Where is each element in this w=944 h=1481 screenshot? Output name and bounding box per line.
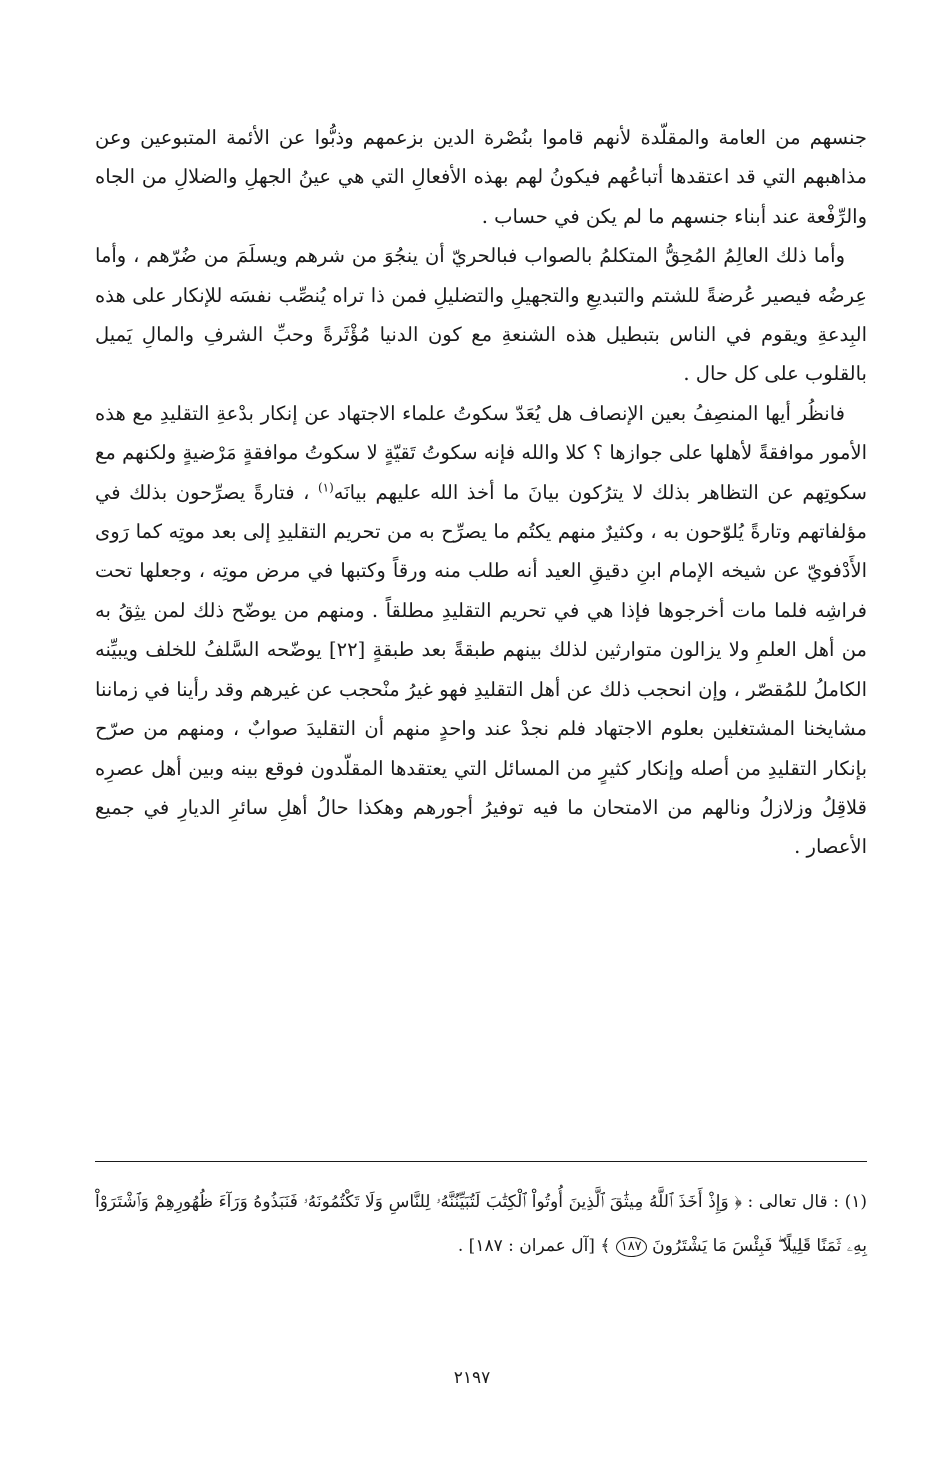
footnote <box>95 1180 867 1268</box>
footnote-separator <box>95 1161 867 1162</box>
paragraph-1: جنسهم من العامة والمقلّدة لأنهم قاموا بنُصْرة الدين بزعمهم وذبُّوا عن الأئمة المتبوعين وعن مذاهبهم التي قد اعتقدها أتباعُهم فيكونُ لهم بهذه الأفعالِ التي هي عينُ الجهلِ والضلالِ من الجاه والرِّفْعة عند أبناء جنسهم ما لم يكن في حساب . <box>95 126 867 228</box>
verse-number-marker: ١٨٧ <box>616 1237 647 1257</box>
paragraph-2: وأما ذلك العالِمُ المُحِقُّ المتكلمُ بالصواب فبالحريّ أن ينجُوَ من شرهم ويسلَمَ من ضُرّهم ، وأما عِرضُه فيصير عُرضةً للشتم والتبديعِ والتجهيلِ والتضليلِ فمن ذا تراه يُنصِّب نفسَه للإنكار على هذه البِدعةِ ويقوم في الناس بتبطيل هذه الشنعةِ مع كون الدنيا مُؤْثَرةً وحبِّ الشرفِ والمالِ يَميل بالقلوب على كل حال . <box>95 244 867 386</box>
page-number: ٢١٩٧ <box>453 1368 491 1388</box>
footnote-reference[interactable]: (١) <box>317 480 334 495</box>
verse-reference: [آل عمران : ١٨٧] . <box>457 1236 595 1256</box>
footnote-text <box>95 1180 867 1268</box>
verse-close-bracket: ﴾ <box>600 1236 611 1256</box>
main-text <box>95 118 867 867</box>
quran-verse: ﴿ وَإِذْ أَخَذَ ٱللَّهُ مِيثَٰقَ ٱلَّذِينَ أُوتُواْ ٱلْكِتَٰبَ لَتُبَيِّنُنَّهُۥ لِلنَّاسِ وَلَا تَكْتُمُونَهُۥ فَنَبَذُوهُ وَرَآءَ ظُهُورِهِمْ وَٱشْتَرَوْاْ بِهِۦ ثَمَنًا قَلِيلًا ۖ فَبِئْسَ مَا يَشْتَرُونَ <box>95 1192 867 1256</box>
paragraph-3-part-a: فانظُر أيها المنصِفُ بعين الإنصاف هل يُعَدّ سكوتُ علماء الاجتهاد عن إنكار بدْعةِ التقليدِ مع هذه الأمور موافقةً لأهلها على جوازها ؟ كلا والله فإنه سكوتُ تَقيّةٍ لا سكوتُ موافقةٍ مَرْضيةٍ ولكنهم مع سكوتِهم عن التظاهر بذلك لا يترُكون بيانَ ما أخذ الله عليهم بيانَه <box>95 401 867 504</box>
paragraph-3 <box>95 394 867 867</box>
footnote-label: (١) : قال تعالى : <box>747 1192 868 1212</box>
paragraph-3-part-b: ، فتارةً يصرِّحون بذلك في مؤلفاتهم وتارةً يُلوّحون به ، وكثيرٌ منهم يكتُم ما يصرِّح به من تحريم التقليدِ إلى بعد موتِه كما رَوى الأَدْفويّ عن شيخه الإمام ابنِ دقيقِ العيد أنه طلب منه ورقاً وكتبها في مرض موتِه ، وجعلها تحت فراشِه فلما مات أخرجوها فإذا هي في تحريم التقليدِ مطلقاً . ومنهم من يوضّح ذلك لمن يثِقُ به من أهل العلمِ ولا يزالون متوارثين لذلك بينهم طبقةً بعد طبقةٍ [٢٢] يوضّحه السَّلفُ للخلف ويبيِّنه الكاملُ للمُقصّر ، وإن انحجب ذلك عن أهل التقليدِ فهو غيرُ منْحجب عن غيرهم وقد رأينا في زماننا مشايخنا المشتغلين بعلوم الاجتهاد فلم نجدْ عند واحدٍ منهم أن التقليدَ صوابٌ ، ومنهم من صرّح بإنكار التقليدِ من أصله وإنكار كثيرٍ من المسائل التي يعتقدها المقلّدون فوقع بينه وبين أهل عصرِه قلاقِلُ وزلازلُ ونالهم من الامتحان ما فيه توفيرُ أجورهم وهكذا حالُ أهلِ سائرِ الديارِ في جميع الأعصار . <box>95 480 868 859</box>
